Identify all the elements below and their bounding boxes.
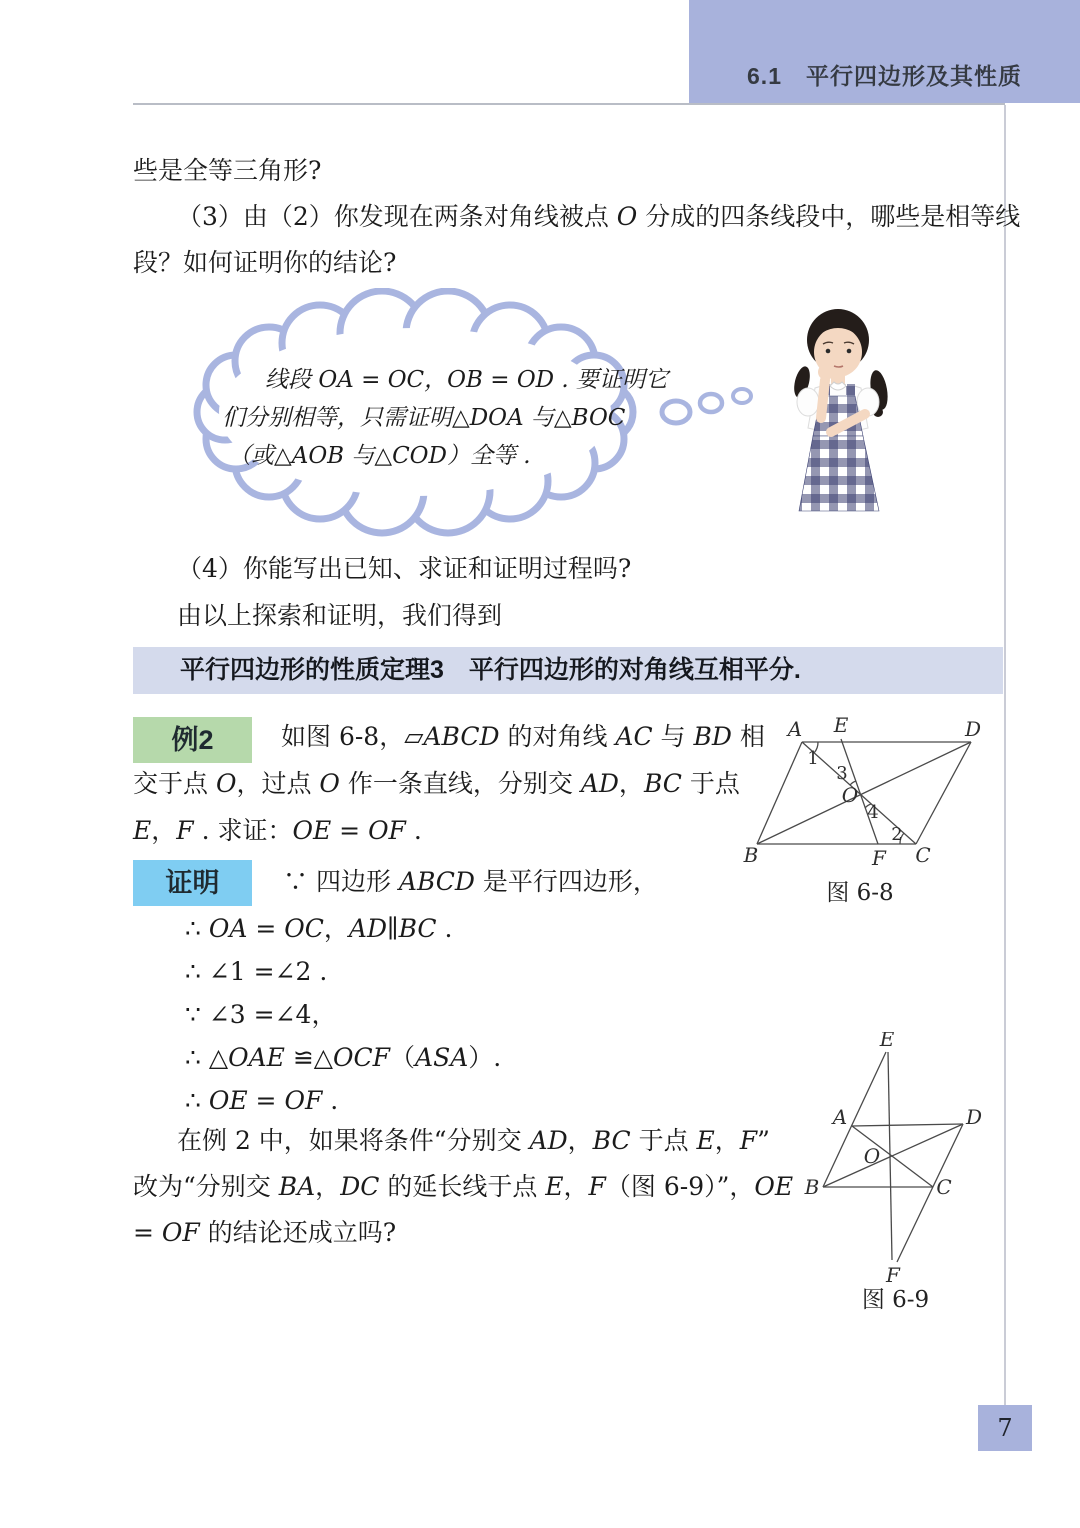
section-title: 平行四边形及其性质	[806, 63, 1022, 89]
fig69-label-F: F	[886, 1263, 900, 1287]
proof-badge: 证明	[133, 860, 252, 906]
intro-line: （3）由（2）你发现在两条对角线被点 O 分成的四条线段中，哪些是相等线	[177, 202, 1021, 231]
fig68-label-1: 1	[807, 748, 819, 769]
mid-line: （4）你能写出已知、求证和证明过程吗?	[177, 554, 632, 583]
fig68-label-B: B	[743, 843, 759, 867]
figure-6-8	[740, 716, 1010, 871]
fig68-label-2: 2	[891, 824, 903, 845]
bubble-text-line: （或△AOB 与△COD）全等 .	[228, 443, 531, 469]
thinking-girl-photo	[775, 296, 910, 522]
intro-line: 段？如何证明你的结论?	[133, 248, 397, 277]
bubble-text-line: 们分别相等，只需证明△DOA 与△BOC	[222, 405, 626, 431]
figure-6-8-caption: 图 6-8	[826, 880, 894, 906]
figure-6-9-caption: 图 6-9	[861, 1287, 930, 1313]
fig69-label-E: E	[879, 1032, 895, 1051]
example-line: E，F . 求证：OE = OF .	[133, 816, 422, 845]
fig69-label-D: D	[965, 1105, 983, 1129]
fig68-label-3: 3	[836, 763, 848, 784]
fig69-label-C: C	[936, 1175, 952, 1199]
proof-line: ∵ ∠3 =∠4，	[185, 1000, 337, 1029]
chapter-header	[747, 58, 1022, 91]
question-line: 改为“分别交 BA，DC 的延长线于点 E，F（图 6-9）”，OE	[133, 1172, 794, 1201]
fig68-label-C: C	[915, 843, 931, 867]
intro-line: 些是全等三角形?	[133, 156, 322, 185]
example-badge: 例2	[133, 717, 252, 763]
example-line: 如图 6-8，▱ABCD 的对角线 AC 与 BD 相	[281, 722, 765, 751]
example-line: 交于点 O，过点 O 作一条直线，分别交 AD，BC 于点	[133, 769, 740, 798]
fig68-label-O: O	[841, 783, 859, 807]
question-line: = OF 的结论还成立吗?	[133, 1218, 397, 1247]
bubble-text-line: 线段 OA = OC，OB = OD . 要证明它	[265, 367, 669, 393]
page-number-box	[978, 1405, 1032, 1451]
figure-6-9	[798, 1032, 993, 1287]
question-line: 在例 2 中，如果将条件“分别交 AD，BC 于点 E，F”	[177, 1126, 770, 1155]
fig69-label-O: O	[863, 1144, 881, 1168]
fig68-label-A: A	[787, 717, 803, 741]
proof-line: ∵ 四边形 ABCD 是平行四边形，	[283, 867, 658, 896]
proof-line: ∴ OE = OF .	[185, 1086, 339, 1115]
proof-line: ∴ ∠1 =∠2 .	[185, 957, 328, 986]
theorem-box: 平行四边形的性质定理3 平行四边形的对角线互相平分.	[133, 647, 1003, 694]
proof-line: ∴ OA = OC，AD∥BC .	[185, 914, 453, 943]
fig69-label-B: B	[804, 1175, 820, 1199]
mid-line: 由以上探索和证明，我们得到	[177, 601, 503, 630]
section-number: 6.1	[747, 63, 782, 89]
header-rule	[133, 103, 1005, 105]
thought-dots-icon	[658, 378, 763, 433]
fig68-label-4: 4	[867, 802, 879, 823]
proof-line: ∴ △OAE ≌△OCF（ASA）.	[185, 1043, 502, 1072]
fig69-label-A: A	[832, 1105, 848, 1129]
fig68-label-F: F	[872, 846, 886, 870]
fig68-label-E: E	[833, 716, 849, 737]
page-number: 7	[997, 1414, 1013, 1442]
fig68-label-D: D	[964, 717, 982, 741]
chapter-header-band	[689, 0, 1080, 103]
